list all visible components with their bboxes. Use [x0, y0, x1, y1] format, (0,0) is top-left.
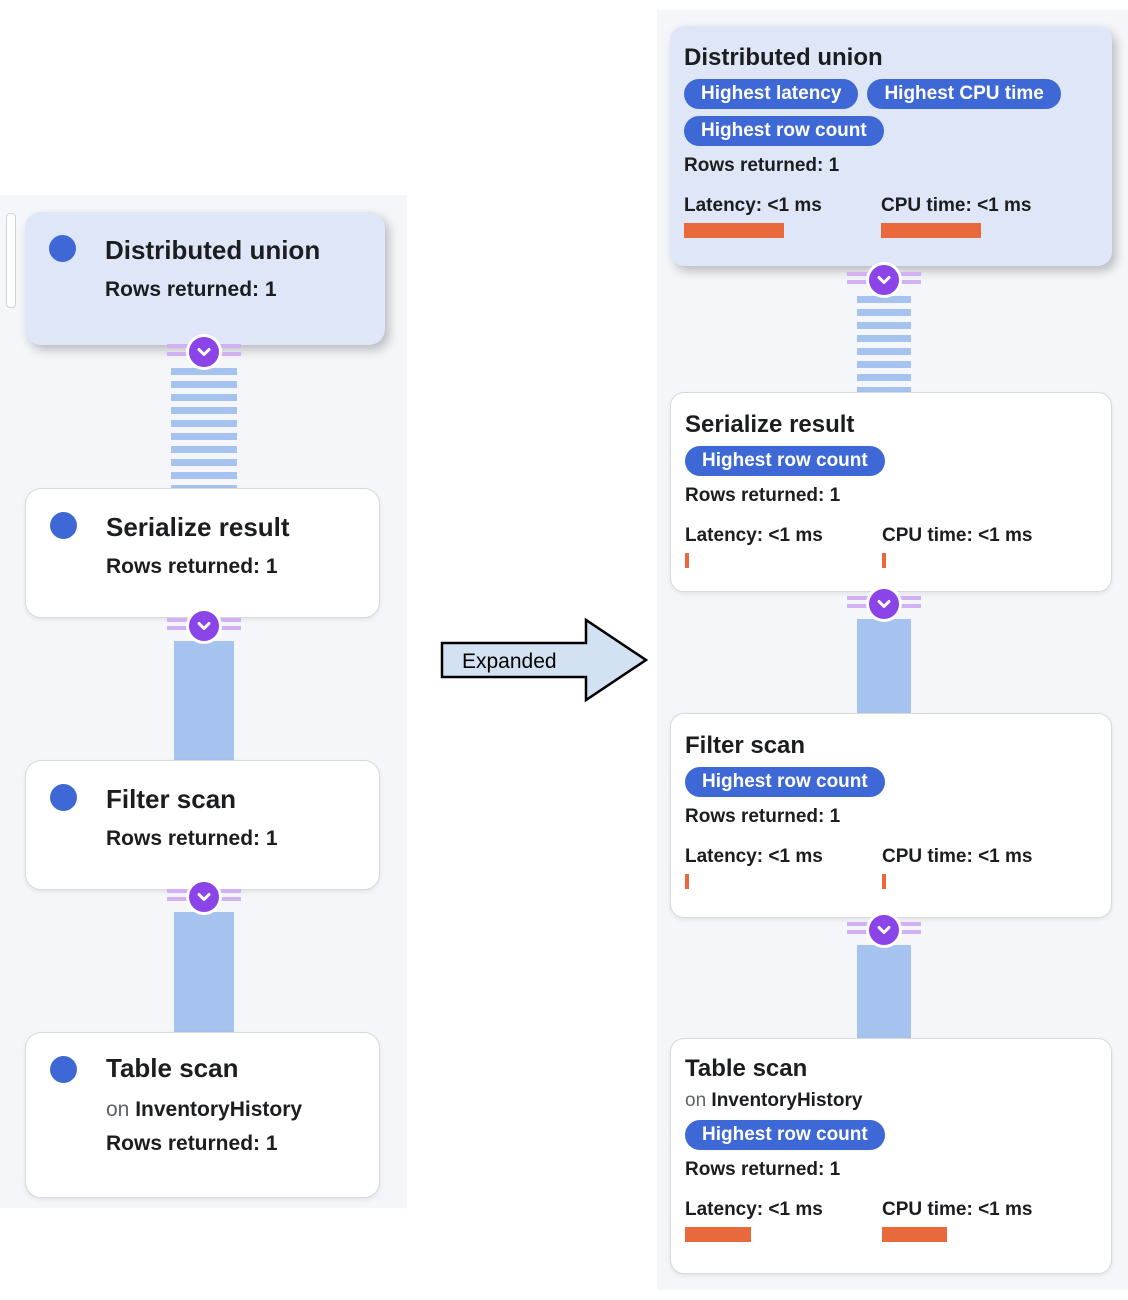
collapse-toggle-button[interactable] — [189, 882, 219, 912]
node-title: Filter scan — [685, 732, 806, 759]
plan-node-table-scan[interactable] — [25, 1032, 380, 1198]
collapse-toggle-button[interactable] — [189, 337, 219, 367]
highest-row-count-badge: Highest row count — [684, 116, 884, 146]
cpu-time-label: CPU time: <1 ms — [882, 1199, 1033, 1220]
connector-solid — [857, 945, 911, 1038]
node-title: Filter scan — [106, 784, 237, 814]
rows-returned-label: Rows returned: 1 — [685, 1159, 841, 1180]
plan-node-serialize-result-expanded[interactable] — [670, 392, 1112, 592]
latency-bar — [685, 1227, 751, 1242]
node-title: Distributed union — [684, 44, 883, 71]
latency-label: Latency: <1 ms — [685, 1199, 823, 1220]
collapse-toggle-button[interactable] — [189, 611, 219, 641]
node-title: Table scan — [106, 1053, 239, 1083]
plan-node-serialize-result[interactable] — [25, 488, 380, 618]
table-name: InventoryHistory — [135, 1098, 303, 1121]
node-title: Table scan — [685, 1055, 808, 1082]
plan-node-filter-scan-expanded[interactable] — [670, 713, 1112, 918]
cpu-time-label: CPU time: <1 ms — [881, 195, 1032, 216]
chevron-down-icon — [194, 887, 214, 907]
rows-returned-label: Rows returned: 1 — [106, 555, 278, 578]
node-title: Distributed union — [105, 235, 321, 265]
latency-label: Latency: <1 ms — [684, 195, 822, 216]
collapse-toggle-button[interactable] — [869, 915, 899, 945]
arrow-label: Expanded — [462, 650, 557, 673]
rows-returned-label: Rows returned: 1 — [105, 278, 277, 301]
cpu-time-bar — [882, 1227, 947, 1242]
status-dot — [49, 235, 76, 262]
latency-label: Latency: <1 ms — [685, 525, 823, 546]
rows-returned-label: Rows returned: 1 — [685, 485, 841, 506]
cpu-time-label: CPU time: <1 ms — [882, 525, 1033, 546]
plan-node-distributed-union[interactable] — [25, 212, 385, 345]
latency-bar — [685, 553, 689, 568]
cpu-time-bar — [881, 223, 981, 238]
rows-returned-label: Rows returned: 1 — [106, 827, 278, 850]
clipped-card-edge — [6, 213, 16, 308]
rows-returned-label: Rows returned: 1 — [106, 1132, 278, 1155]
highest-row-count-badge: Highest row count — [685, 1120, 885, 1150]
connector-striped — [171, 368, 237, 488]
highest-latency-badge: Highest latency — [684, 79, 858, 109]
latency-bar — [685, 874, 689, 889]
rows-returned-label: Rows returned: 1 — [685, 806, 841, 827]
expanded-arrow — [438, 612, 652, 708]
chevron-down-icon — [874, 270, 894, 290]
connector-striped — [857, 296, 911, 392]
rows-returned-label: Rows returned: 1 — [684, 155, 840, 176]
status-dot — [50, 512, 77, 539]
latency-bar — [684, 223, 784, 238]
plan-node-distributed-union-expanded[interactable] — [670, 26, 1112, 266]
collapse-toggle-button[interactable] — [869, 265, 899, 295]
chevron-down-icon — [874, 594, 894, 614]
highest-row-count-badge: Highest row count — [685, 446, 885, 476]
scan-target — [685, 1089, 1097, 1113]
status-dot — [50, 1056, 77, 1083]
scan-target — [106, 1097, 369, 1123]
node-title: Serialize result — [685, 411, 855, 438]
chevron-down-icon — [194, 616, 214, 636]
plan-node-filter-scan[interactable] — [25, 760, 380, 890]
cpu-time-label: CPU time: <1 ms — [882, 846, 1033, 867]
plan-node-table-scan-expanded[interactable] — [670, 1038, 1112, 1274]
connector-solid — [174, 641, 234, 760]
chevron-down-icon — [874, 920, 894, 940]
cpu-time-bar — [882, 553, 886, 568]
status-dot — [50, 784, 77, 811]
chevron-down-icon — [194, 342, 214, 362]
highest-cpu-time-badge: Highest CPU time — [867, 79, 1060, 109]
latency-label: Latency: <1 ms — [685, 846, 823, 867]
on-prefix: on — [685, 1090, 707, 1111]
node-title: Serialize result — [106, 512, 290, 542]
highest-row-count-badge: Highest row count — [685, 767, 885, 797]
connector-solid — [857, 619, 911, 713]
cpu-time-bar — [882, 874, 886, 889]
table-name: InventoryHistory — [711, 1090, 863, 1111]
on-prefix: on — [106, 1098, 130, 1121]
connector-solid — [174, 912, 234, 1032]
collapse-toggle-button[interactable] — [869, 589, 899, 619]
